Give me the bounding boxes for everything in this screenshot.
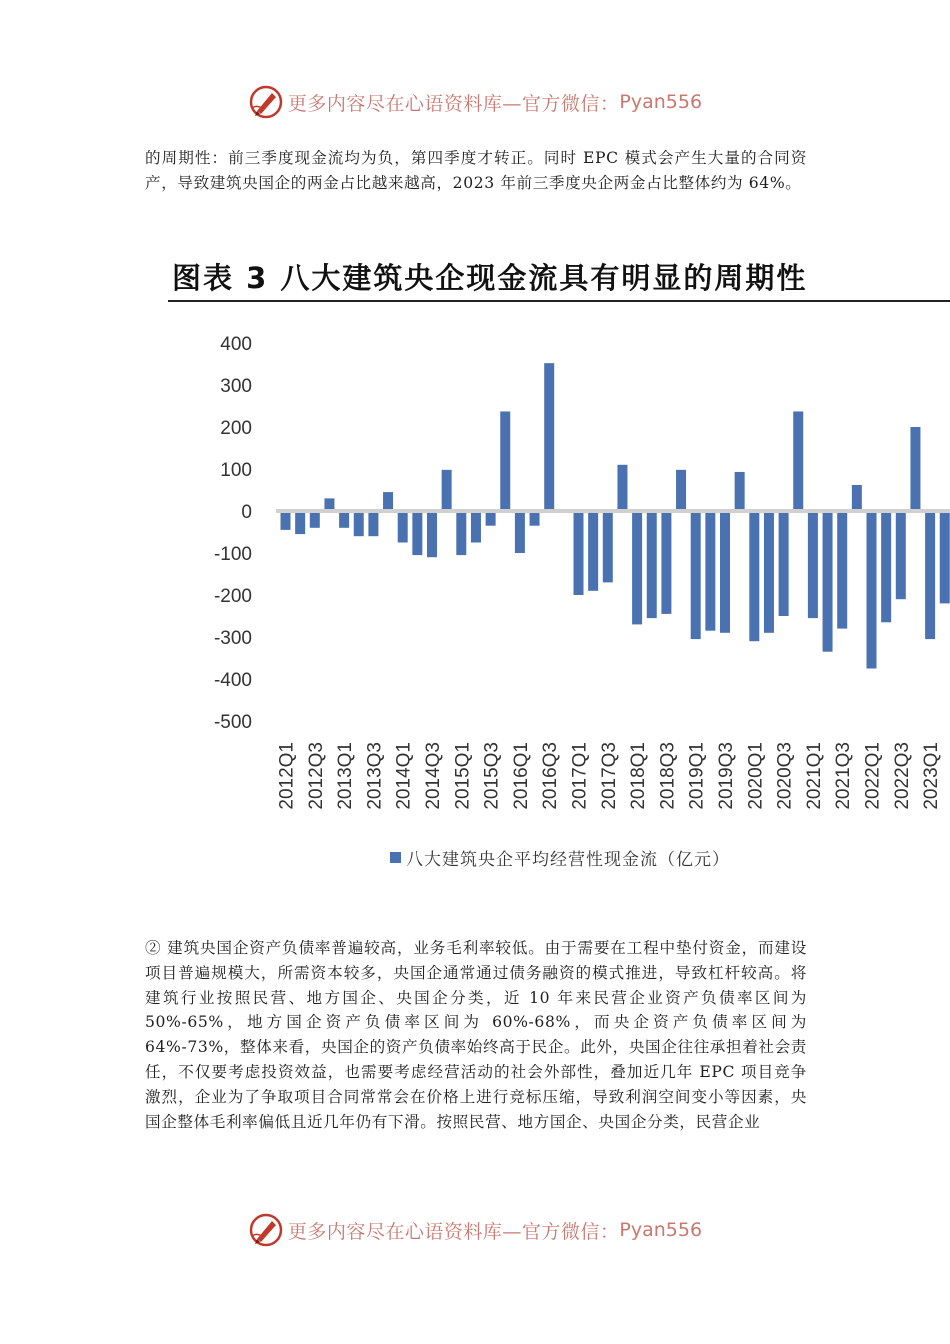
bar-2014Q3 <box>427 511 437 557</box>
x-tick-label: 2013Q3 <box>364 742 386 810</box>
x-tick-label: 2023Q1 <box>921 742 943 810</box>
x-tick-label: 2015Q3 <box>481 742 503 810</box>
y-tick-label: -400 <box>213 670 252 691</box>
bar-2021Q3 <box>837 511 847 629</box>
bar-2014Q2 <box>412 511 422 555</box>
intro-paragraph <box>145 146 807 196</box>
x-tick-label: 2021Q1 <box>803 742 825 810</box>
x-tick-label: 2018Q1 <box>628 742 650 810</box>
y-tick-label: 100 <box>220 460 252 481</box>
watermark-header <box>0 82 950 122</box>
body-paragraph-2-text: ② 建筑央国企资产负债率普遍较高，业务毛利率较低。由于需要在工程中垫付资金，而建设项目普遍规模大，所需资本较多，央国企通常通过债务融资的模式推进，导致杠杆较高。将建筑行业按照民营、地方国企、央国企分类，近 10 年来民营企业资产负债率区间为 50%-65%，地方国企资产负债率区间为 60%-68%，而央企资产负债率区间为 64%-73%，整体来看，央国企的资产负债率始终高于民企。此外，央国企往往承担着社会责任，不仅要考虑投资效益，也需要考虑经营活动的社会外部性，叠加近几年 EPC 项目竞争激烈，企业为了争取项目合同常常会在价格上进行竞标压缩，导致利润空间变小等因素，央国企整体毛利率偏低且近几年仍有下滑。按照民营、地方国企、央国企分类，民营企业 <box>145 939 807 1131</box>
bar-2022Q1 <box>867 511 877 669</box>
watermark-wechat-id: Pyan556 <box>619 91 703 113</box>
y-tick-label: 0 <box>241 502 252 523</box>
x-tick-label: 2017Q1 <box>569 742 591 810</box>
bar-2016Q3 <box>544 363 554 511</box>
x-tick-label: 2022Q3 <box>891 742 913 810</box>
legend-swatch <box>390 852 401 863</box>
x-tick-label: 2015Q1 <box>452 742 474 810</box>
x-axis <box>277 742 943 810</box>
y-axis <box>214 334 252 733</box>
bar-2019Q4 <box>735 472 745 511</box>
x-tick-label: 2021Q3 <box>833 742 855 810</box>
bar-2018Q2 <box>647 511 657 618</box>
bar-2012Q2 <box>295 511 305 534</box>
watermark-footer <box>0 1210 950 1250</box>
body-paragraph-2 <box>145 936 807 1134</box>
bar-2018Q3 <box>661 511 671 614</box>
bar-2015Q3 <box>486 511 496 526</box>
pen-logo-icon <box>248 84 284 120</box>
bar-2012Q1 <box>281 511 291 530</box>
bar-2015Q4 <box>500 411 510 511</box>
x-tick-label: 2014Q1 <box>393 742 415 810</box>
chart-legend <box>390 845 730 869</box>
x-tick-label: 2020Q1 <box>745 742 767 810</box>
bar-2013Q3 <box>368 511 378 536</box>
x-tick-label: 2018Q3 <box>657 742 679 810</box>
y-tick-label: 400 <box>220 334 252 355</box>
bar-2015Q2 <box>471 511 481 543</box>
bar-2012Q3 <box>310 511 320 528</box>
x-tick-label: 2019Q3 <box>716 742 737 810</box>
bar-2018Q1 <box>632 511 642 624</box>
bar-2013Q4 <box>383 492 393 511</box>
bar-2014Q4 <box>442 470 452 511</box>
x-tick-label: 2019Q1 <box>686 742 708 810</box>
x-tick-label: 2016Q3 <box>540 742 562 810</box>
bar-2020Q2 <box>764 511 774 633</box>
intro-paragraph-text: 的周期性：前三季度现金流均为负，第四季度才转正。同时 EPC 模式会产生大量的合同资产，导致建筑央国企的两金占比越来越高，2023 年前三季度央企两金占比整体约为 64%。 <box>145 149 807 192</box>
x-tick-label: 2017Q3 <box>598 742 620 810</box>
x-tick-label: 2022Q1 <box>862 742 884 810</box>
bar-2022Q2 <box>881 511 891 622</box>
bar-2022Q4 <box>910 427 920 511</box>
y-tick-label: -300 <box>213 628 252 649</box>
y-tick-label: -100 <box>213 544 252 565</box>
y-tick-label: -200 <box>213 586 252 607</box>
x-tick-label: 2014Q3 <box>423 742 444 810</box>
watermark-text: 更多内容尽在心语资料库—官方微信： <box>287 92 620 115</box>
bar-2017Q1 <box>574 511 584 595</box>
y-tick-label: -500 <box>213 712 252 733</box>
bar-2016Q1 <box>515 511 525 553</box>
bar-2015Q1 <box>456 511 466 555</box>
legend-label: 八大建筑央企平均经营性现金流（亿元） <box>406 849 730 870</box>
bar-2020Q1 <box>749 511 759 641</box>
x-tick-label: 2012Q3 <box>305 742 327 810</box>
bar-2014Q1 <box>398 511 408 543</box>
y-tick-label: 200 <box>220 418 252 439</box>
bar-2023Q2 <box>940 511 950 603</box>
bar-2018Q4 <box>676 470 686 511</box>
bar-2013Q1 <box>339 511 349 528</box>
bar-series <box>281 363 950 668</box>
bar-2013Q2 <box>354 511 364 536</box>
pen-logo-icon <box>248 1212 284 1248</box>
bar-2021Q4 <box>852 485 862 511</box>
chart-title: 图表 3 八大建筑央企现金流具有明显的周期性 <box>172 261 808 295</box>
watermark-text: 更多内容尽在心语资料库—官方微信： <box>287 1220 620 1243</box>
x-tick-label: 2020Q3 <box>774 742 796 810</box>
bar-2023Q1 <box>925 511 935 639</box>
bar-2021Q2 <box>823 511 833 652</box>
bar-2019Q3 <box>720 511 730 633</box>
x-tick-label: 2013Q1 <box>335 742 357 810</box>
bar-2017Q4 <box>617 465 627 511</box>
bar-2016Q2 <box>530 511 540 526</box>
x-tick-label: 2012Q1 <box>276 742 298 810</box>
bar-2017Q2 <box>588 511 598 591</box>
bar-2022Q3 <box>896 511 906 599</box>
x-tick-label: 2016Q1 <box>510 742 532 810</box>
chart-title-rule <box>168 300 950 302</box>
bar-2020Q4 <box>793 411 803 511</box>
cash-flow-bar-chart <box>0 320 950 840</box>
bar-2019Q1 <box>691 511 701 639</box>
watermark-wechat-id: Pyan556 <box>619 1219 703 1241</box>
bar-2019Q2 <box>705 511 715 631</box>
y-tick-label: 300 <box>220 376 252 397</box>
bar-2017Q3 <box>603 511 613 582</box>
bar-2021Q1 <box>808 511 818 618</box>
bar-2020Q3 <box>779 511 789 616</box>
